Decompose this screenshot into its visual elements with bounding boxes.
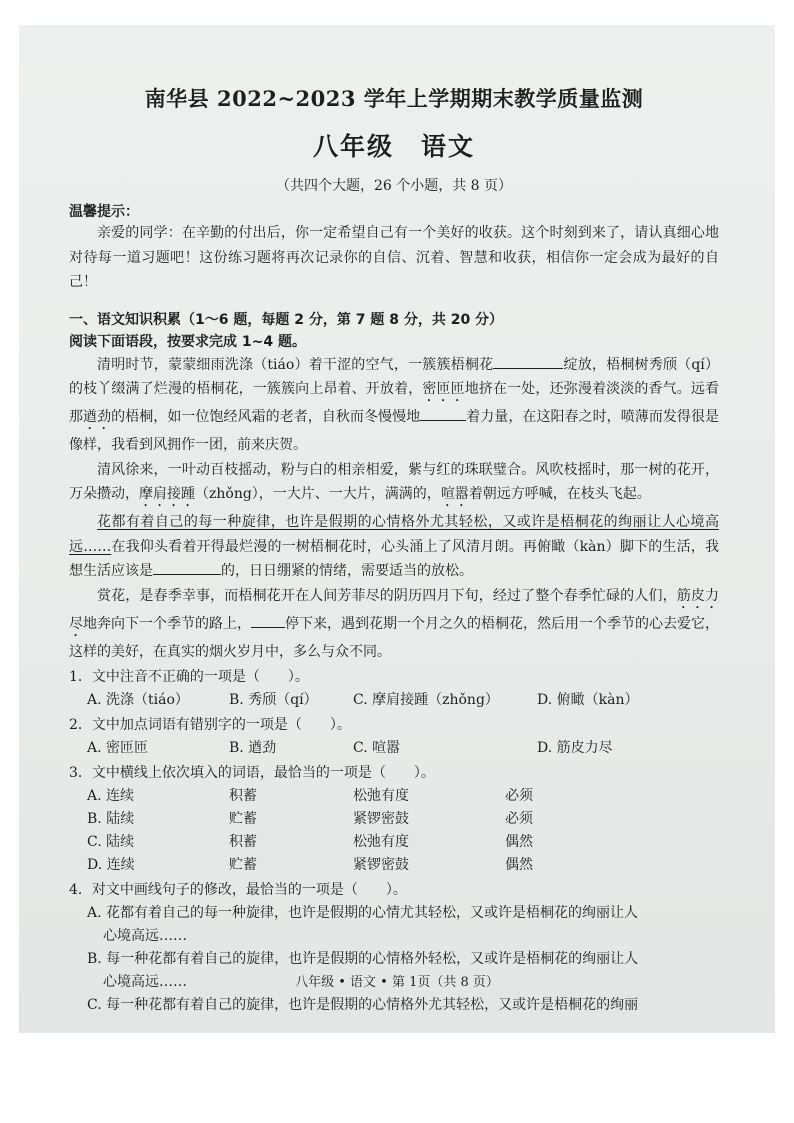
option-cell: B. 陆续 <box>87 811 135 827</box>
text-span: 清风徐来，一叶动百枝摇动，粉与白的相亲相爱，紫与红的珠联璧合。风吹枝摇时，那一树的花开，万朵攒动， <box>69 461 719 502</box>
fill-blank-4 <box>251 613 285 628</box>
text-span: 的，日日绷紧的情绪，需要适当的放松。 <box>221 563 473 579</box>
passage-paragraph-3 <box>69 510 719 584</box>
question-1-stem: 1．文中注音不正确的一项是（ ）。 <box>69 669 309 685</box>
option-a: A. 洗涤（tiáo） <box>87 692 189 708</box>
option-cell: 贮蓄 <box>229 811 257 827</box>
question-3-options <box>69 785 719 877</box>
option-row-b <box>87 808 719 831</box>
option-cell: 积蓄 <box>229 788 257 804</box>
option-row-a <box>87 785 719 808</box>
option-c: C. 摩肩接踵（zhǒng） <box>353 692 499 708</box>
question-3-stem: 3．文中横线上依次填入的词语，最恰当的一项是（ ）。 <box>69 765 435 781</box>
option-row-c <box>87 831 719 854</box>
text-span: 赏花，是春季幸事，而梧桐花开在人间芳菲尽的阴历四月下旬，经过了整个春季忙碌的人们， <box>97 587 677 604</box>
option-cell: C. 陆续 <box>87 834 135 850</box>
fill-blank-1 <box>493 354 563 369</box>
option-cell: 积蓄 <box>229 834 257 850</box>
option-cell: A. 连续 <box>87 788 135 804</box>
exam-summary: （共四个大题，26 个小题，共 8 页） <box>275 178 513 194</box>
dotted-word: 喧嚣 <box>440 486 469 502</box>
option-line: 心境高远…… <box>103 974 187 990</box>
option-cell: 贮蓄 <box>229 857 257 873</box>
option-cell: 紧锣密鼓 <box>353 811 409 827</box>
underlined-sentence: 花都有着自己的每一种旋律，也许是假期的心情格外尤其轻松，又或许是梧桐花的绚丽让人心境高远…… <box>69 514 719 555</box>
hint-text: 亲爱的同学：在辛勤的付出后，你一定希望自己有一个美好的收获。这个时刻到来了，请认真细心地对待每一道习题吧！这份练习题将再次记录你的自信、沉着、智慧和收获，相信你一定会成为最好的自己！ <box>69 225 719 290</box>
question-2-options <box>69 737 719 760</box>
text-span: 着力量，在这阳春之时，喷薄而发得很是像样，我看到风拥作一团，前来庆贺。 <box>69 409 720 453</box>
fill-blank-2 <box>420 406 466 421</box>
option-d: D. 俯瞰（kàn） <box>537 692 639 708</box>
option-b: B. 秀颀（qí） <box>229 692 318 708</box>
option-b: B. 遒劲 <box>229 740 277 756</box>
question-4-option-c <box>69 994 719 1017</box>
passage-paragraph-2 <box>69 458 719 511</box>
question-1-options <box>69 689 719 712</box>
option-line: C. 每一种花都有着自己的旋律，也许是假期的心情格外尤其轻松，又或许是梧桐花的绚丽 <box>87 997 639 1013</box>
option-row-d <box>87 854 719 877</box>
hint-label: 温馨提示： <box>69 204 139 220</box>
option-cell: 偶然 <box>505 834 533 850</box>
exam-paper <box>19 25 775 1033</box>
text-span: 地奔向下一个季节的路上， <box>83 615 251 632</box>
text-span: 的梧桐，如一位饱经风霜的老者，自秋而冬慢慢地 <box>111 409 421 425</box>
text-span: 绽放，梧桐树秀颀（qí）的枝丫缀满了烂漫的梧桐花，一簇簇向上昂着、开放着， <box>69 356 719 397</box>
text-span: （zhǒng），一大片、一大片，满满的， <box>195 486 441 502</box>
page-footer: 八年级 • 语文 • 第 1页（共 8 页） <box>295 975 499 990</box>
option-line: A. 花都有着自己的每一种旋律，也许是假期的心情尤其轻松，又或许是梧桐花的绚丽让人 <box>87 905 639 921</box>
option-cell: 紧锣密鼓 <box>353 857 409 873</box>
grade-subject: 八年级 语文 <box>312 132 475 161</box>
exam-title: 南华县 2022~2023 学年上学期期末教学质量监测 <box>144 86 644 111</box>
option-c: C. 喧嚣 <box>353 740 401 756</box>
option-cell: 必须 <box>505 788 533 804</box>
option-line: B. 每一种花都有着自己的旋律，也许是假期的心情格外轻松，又或许是梧桐花的绚丽让人 <box>87 951 639 967</box>
dotted-word: 遒劲 <box>83 409 112 425</box>
dotted-word: 密匝匝 <box>422 381 465 397</box>
text-span: 在我仰头看着开得最烂漫的一树梧桐花时，心头涌上了风清月朗。再俯瞰（kàn）脚下的生活，我想生活应该是 <box>69 538 719 579</box>
option-d: D. 筋皮力尽 <box>537 740 613 756</box>
question-2-stem: 2．文中加点词语有错别字的一项是（ ）。 <box>69 717 351 733</box>
text-span: 清明时节，蒙蒙细雨洗涤（tiáo）着干涩的空气，一簇簇梧桐花 <box>97 356 494 373</box>
passage-paragraph-1 <box>69 353 719 458</box>
text-span: 地挤在一处，还弥漫着淡淡的香气。远看那 <box>69 381 720 425</box>
text-span: 着朝远方呼喊，在枝头飞起。 <box>468 486 651 502</box>
option-cell: 偶然 <box>505 857 533 873</box>
dotted-word: 摩肩接踵 <box>139 486 195 502</box>
option-cell: 松弛有度 <box>353 788 409 804</box>
question-4-stem: 4．对文中画线句子的修改，最恰当的一项是（ ）。 <box>69 882 407 898</box>
question-4-option-a <box>69 902 719 948</box>
section-heading: 一、语文知识积累（1～6 题，每题 2 分，第 7 题 8 分，共 20 分） <box>69 311 504 328</box>
page-content <box>69 83 719 1017</box>
section-instruction: 阅读下面语段，按要求完成 1~4 题。 <box>69 333 306 350</box>
passage-paragraph-4 <box>69 584 719 665</box>
option-a: A. 密匝匝 <box>87 740 149 756</box>
option-line: 心境高远…… <box>103 928 187 944</box>
option-cell: 必须 <box>505 811 533 827</box>
option-cell: 松弛有度 <box>353 834 409 850</box>
option-cell: D. 连续 <box>87 857 135 873</box>
dotted-word: 筋皮力尽 <box>69 587 719 632</box>
text-span: 停下来，遇到花期一个月之久的梧桐花，然后用一个季节的心去爱它，这样的美好，在真实的烟火岁月中，多么与众不同。 <box>69 615 719 660</box>
fill-blank-3 <box>153 560 221 575</box>
